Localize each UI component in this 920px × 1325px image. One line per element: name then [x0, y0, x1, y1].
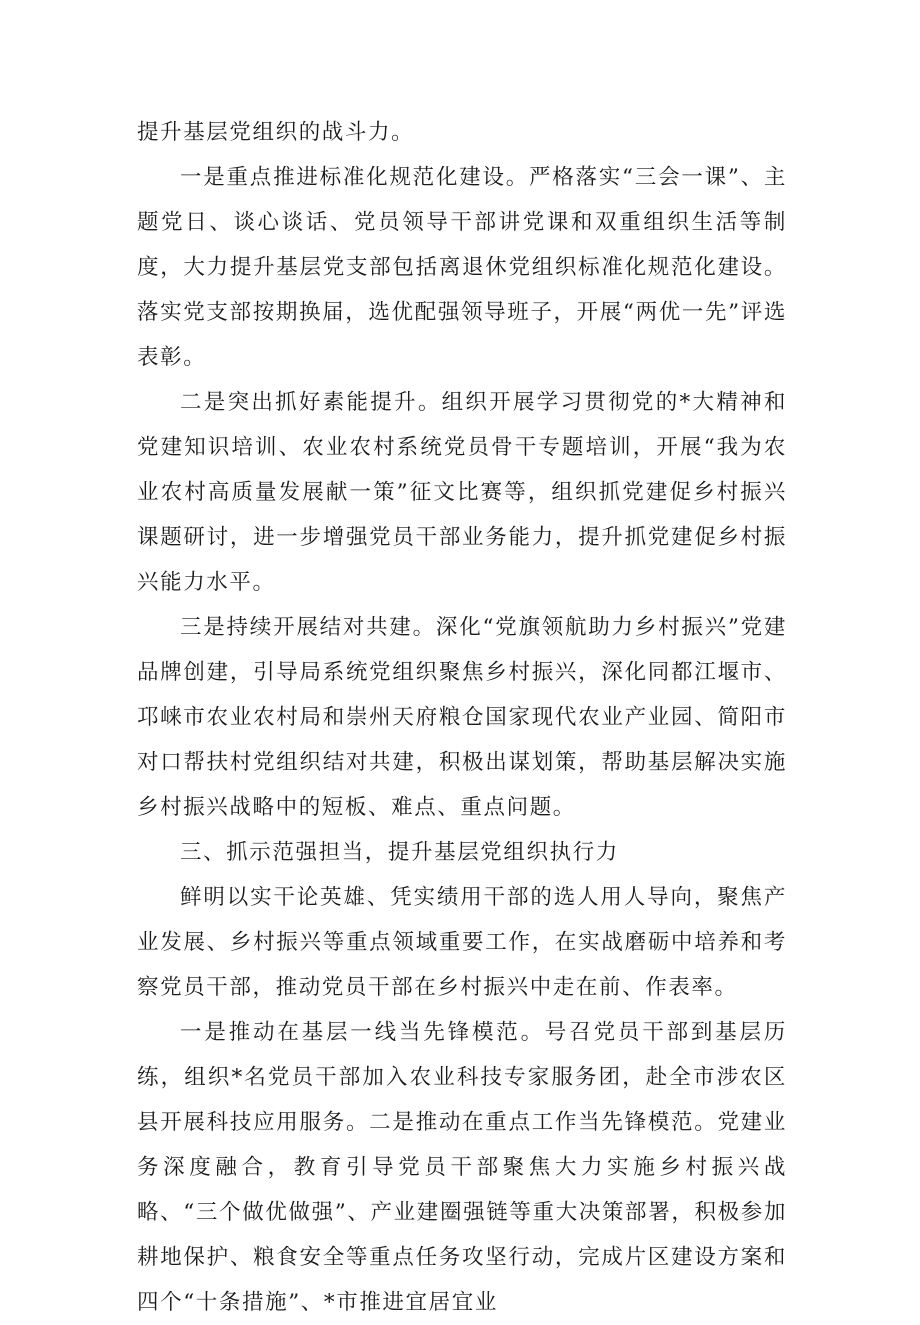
paragraph-vanguard: 一是推动在基层一线当先锋模范。号召党员干部到基层历练，组织*名党员干部加入农业科技专家服务团，赴全市涉农区县开展科技应用服务。二是推动在重点工作当先锋模范。党建业务深度融合，教育引导党员干部聚焦大力实施乡村振兴战略、“三个做优做强”、产业建圈强链等重大决策部署，积极参加耕地保护、粮食安全等重点任务攻坚行动，完成片区建设方案和四个“十条措施”、*市推进宜居宜业 — [137, 1020, 787, 1315]
paragraph-partnership: 三是持续开展结对共建。深化“党旗领航助力乡村振兴”党建品牌创建，引导局系统党组织聚焦乡村振兴，深化同都江堰市、邛崃市农业农村局和崇州天府粮仓国家现代农业产业园、简阳市对口帮扶村党组织结对共建，积极出谋划策，帮助基层解决实施乡村振兴战略中的短板、难点、重点问题。 — [137, 615, 787, 820]
section-heading: 三、抓示范强担当，提升基层党组织执行力 — [180, 840, 619, 865]
paragraph-continuation: 提升基层党组织的战斗力。 — [137, 120, 415, 145]
paragraph-section-intro: 鲜明以实干论英雄、凭实绩用干部的选人用人导向，聚焦产业发展、乡村振兴等重点领域重要工作，在实战磨砺中培养和考察党员干部，推动党员干部在乡村振兴中走在前、作表率。 — [137, 885, 787, 1000]
paragraph-standardization: 一是重点推进标准化规范化建设。严格落实“三会一课”、主题党日、谈心谈话、党员领导干部讲党课和双重组织生活等制度，大力提升基层党支部包括离退休党组织标准化规范化建设。落实党支部按期换届，选优配强领导班子，开展“两优一先”评选表彰。 — [137, 165, 787, 370]
document-body — [137, 110, 787, 1325]
paragraph-capability: 二是突出抓好素能提升。组织开展学习贯彻党的*大精神和党建知识培训、农业农村系统党员骨干专题培训，开展“我为农业农村高质量发展献一策”征文比赛等，组织抓党建促乡村振兴课题研讨，进一步增强党员干部业务能力，提升抓党建促乡村振兴能力水平。 — [137, 390, 787, 595]
